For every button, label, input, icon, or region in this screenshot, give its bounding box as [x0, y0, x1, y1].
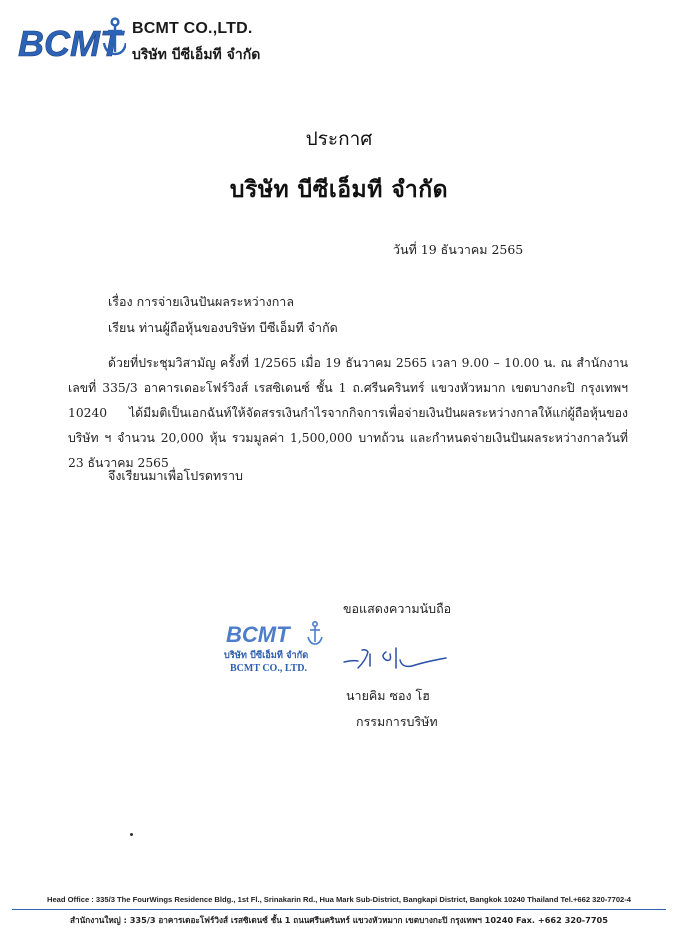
signature — [340, 640, 450, 678]
company-name-en: BCMT CO.,LTD. — [132, 20, 253, 37]
footer-address-th: สำนักงานใหญ่ : 335/3 อาคารเดอะโฟร์วิงส์ เรสซิเดนซ์ ชั้น 1 ถนนศรีนครินทร์ แขวงหัวหมาก เขตบางกะปิ กรุงเทพฯ 10240 Fax. +662 320-7705 — [70, 915, 608, 925]
document-date: วันที่ 19 ธันวาคม 2565 — [393, 242, 524, 257]
footer-divider — [12, 909, 666, 910]
stamp-wordmark: BCMT — [226, 622, 290, 647]
footer-address-en: Head Office : 335/3 The FourWings Residence Bldg., 1st Fl., Srinakarin Rd., Hua Mark Sub-District, Bangkapi District, Bangkok 10240 Thailand Tel.+662 320-7702-4 — [46, 895, 632, 904]
body-paragraph: ด้วยที่ประชุมวิสามัญ ครั้งที่ 1/2565 เมื่อ 19 ธันวาคม 2565 เวลา 9.00 – 10.00 น. ณ สำนักงานเลขที่ 335/3 อาคารเดอะโฟร์วิงส์ เรสซิเดนซ์ ชั้น 1 ถ.ศรีนครินทร์ แขวงหัวหมาก เขตบางกะปิ กรุงเทพฯ 10240 ได้มีมติเป็นเอกฉันท์ให้จัดสรรเงินกำไรจากกิจการเพื่อจ่ายเงินปันผลระหว่างกาลให้แก่ผู้ถือหุ้นของบริษัท ฯ จำนวน 20,000 หุ้น รวมมูลค่า 1,500,000 บาทถ้วน และกำหนดจ่ายเงินปันผลระหว่างกาลวันที่ 23 ธันวาคม 2565 — [68, 356, 628, 470]
signer-name: นายคิม ซอง โฮ — [346, 688, 430, 703]
stray-mark — [130, 833, 133, 836]
stamp-anchor-icon — [308, 622, 322, 644]
logo-wordmark: BCMT — [18, 23, 122, 64]
company-logo — [16, 16, 126, 66]
stamp-name-en: BCMT CO., LTD. — [230, 663, 307, 674]
recipient-line: เรียน ท่านผู้ถือหุ้นของบริษัท บีซีเอ็มที จำกัด — [108, 320, 338, 335]
signer-title: กรรมการบริษัท — [356, 714, 438, 729]
regards-line: ขอแสดงความนับถือ — [343, 601, 452, 616]
stamp-name-th: บริษัท บีซีเอ็มที จำกัด — [224, 650, 309, 661]
company-stamp — [222, 620, 326, 676]
closing-line: จึงเรียนมาเพื่อโปรดทราบ — [108, 468, 243, 483]
company-title: บริษัท บีซีเอ็มที จำกัด — [229, 176, 449, 203]
subject-line: เรื่อง การจ่ายเงินปันผลระหว่างกาล — [108, 294, 294, 309]
company-name-th: บริษัท บีซีเอ็มที จำกัด — [132, 47, 261, 63]
announcement-heading: ประกาศ — [305, 128, 373, 150]
